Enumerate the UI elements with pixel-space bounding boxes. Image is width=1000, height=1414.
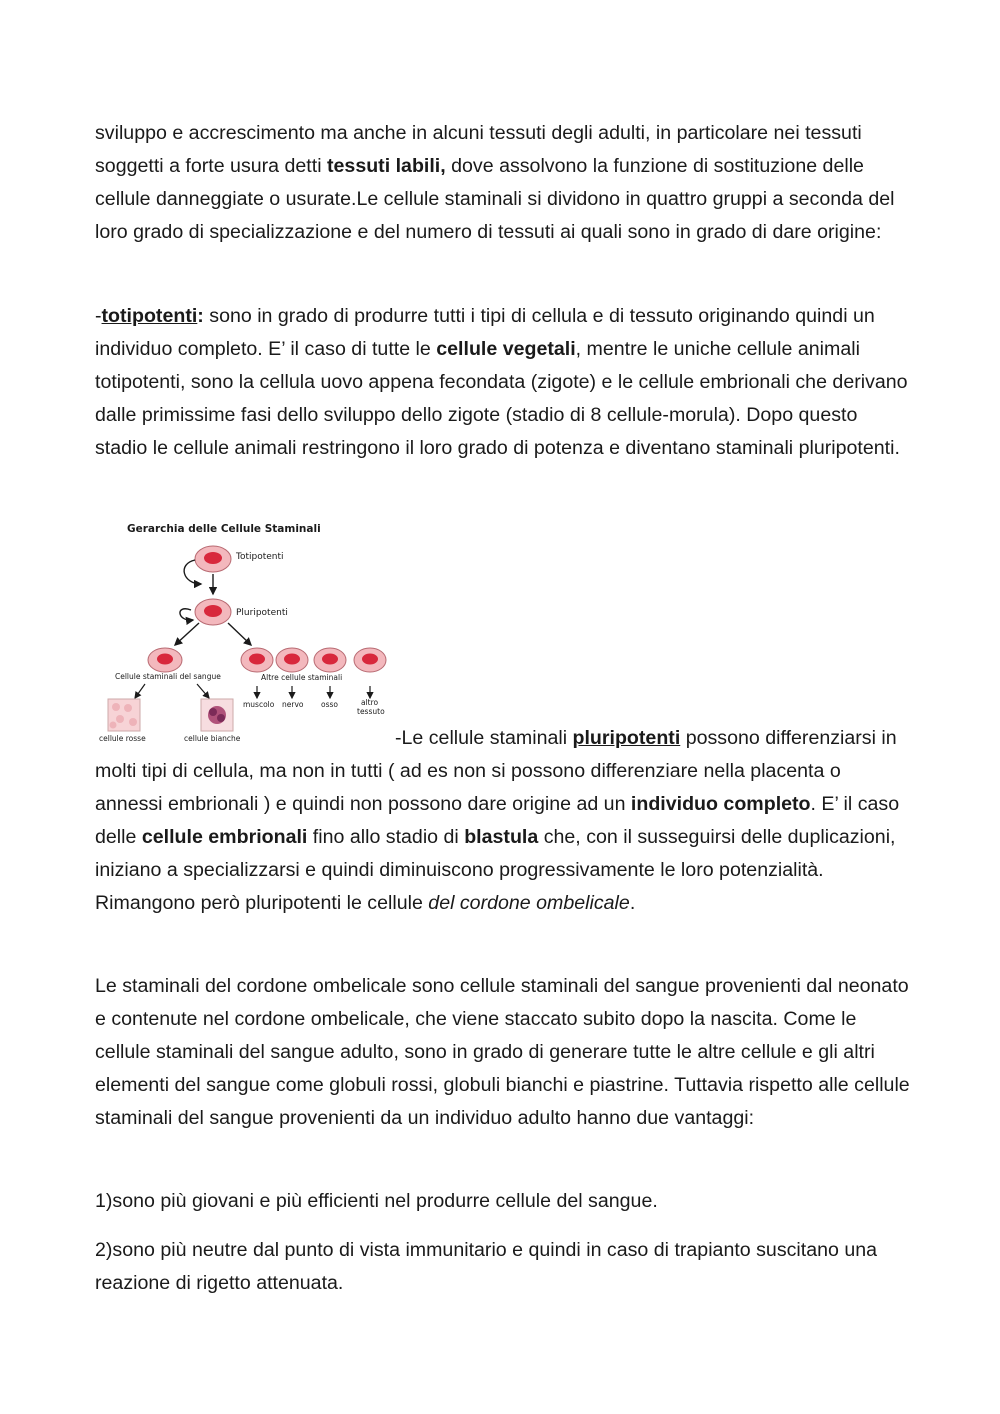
paragraph-intro <box>95 117 910 249</box>
label-nervo: nervo <box>282 700 304 709</box>
arrow-red <box>135 684 145 698</box>
label-red-cells: cellule rosse <box>99 734 146 743</box>
cell-other-stem-3 <box>314 648 346 672</box>
cell-other-stem-4 <box>354 648 386 672</box>
label-totipotenti: Totipotenti <box>236 552 284 562</box>
colon: : <box>197 305 204 327</box>
self-renew-arrow-2 <box>180 609 193 620</box>
list-item-advantage-2: 2)sono più neutre dal punto di vista immunitario e quindi in caso di trapianto suscitano una reazione di rigetto attenuata. <box>95 1239 878 1294</box>
text-span: dove assolvono la funzione di sostituzione delle cellule danneggiate o usurate.Le cellule staminali si dividono in quattro gruppi a seconda del loro grado di specializzazione e del numero di tessuti ai quali sono in grado di dare origine: <box>95 155 895 243</box>
cell-other-stem-2 <box>276 648 308 672</box>
label-other-stem: Altre cellule staminali <box>261 673 343 682</box>
term-pluripotenti: pluripotenti <box>572 727 681 749</box>
paragraph-totipotenti <box>95 300 910 465</box>
text-span: , mentre le uniche cellule animali totipotenti, sono la cellula uovo appena fecondata (zigote) e le cellule embrionali che derivano dalle primissime fasi dello sviluppo dello zigote (stadio di 8 cellule-morula). Dopo questo stadio le cellule animali restringono il loro grado di potenza e diventano staminali pluripotenti. <box>95 338 908 459</box>
paragraph-cordone: Le staminali del cordone ombelicale sono cellule staminali del sangue provenienti dal neonato e contenute nel cordone ombelicale, che viene staccato subito dopo la nascita. Come le cellule staminali del sangue adulto, sono in grado di generare tutte le altre cellule e gli altri elementi del sangue come globuli rossi, globuli bianchi e piastrine. Tuttavia rispetto alle cellule staminali del sangue provenienti da un individuo adulto hanno due vantaggi: <box>95 975 910 1129</box>
text-span: sono in grado di produrre tutti i tipi di cellula e di tessuto originando quindi un individuo completo. E’ il caso di tutte le <box>95 305 875 360</box>
bold-term-tessuti-labili: tessuti labili, <box>327 155 446 177</box>
cell-other-stem-1 <box>241 648 273 672</box>
arrow-white <box>197 684 209 698</box>
cell-totipotent <box>195 546 231 572</box>
label-altro: altro <box>361 698 379 707</box>
arrow-left <box>175 623 199 645</box>
arrow-right <box>228 623 251 645</box>
paragraph-pluripotenti <box>95 722 910 920</box>
label-tessuto: tessuto <box>357 707 385 716</box>
bold-term-blastula: blastula <box>464 826 539 848</box>
dash: - <box>95 305 102 327</box>
label-white-cells: cellule bianche <box>184 734 241 743</box>
label-blood-stem: Cellule staminali del sangue <box>115 672 221 681</box>
bold-term-individuo-completo: individuo completo <box>630 793 811 815</box>
text-span: . E’ il caso delle <box>95 793 900 848</box>
term-totipotenti: totipotenti <box>101 305 198 327</box>
label-osso: osso <box>321 700 338 709</box>
text-span: sviluppo e accrescimento ma anche in alcuni tessuti degli adulti, in particolare nei tessuti soggetti a forte usura detti <box>95 122 862 177</box>
cell-pluripotent <box>195 599 231 625</box>
stem-cell-hierarchy-figure <box>95 512 395 752</box>
italic-term-cordone: del cordone ombelicale <box>428 892 630 914</box>
figure-title: Gerarchia delle Cellule Staminali <box>127 523 321 535</box>
list-item-advantage-1: 1)sono più giovani e più efficienti nel produrre cellule del sangue. <box>95 1190 658 1212</box>
text-span: . <box>629 892 636 914</box>
hierarchy-diagram <box>95 512 395 752</box>
bold-term-cellule-embrionali: cellule embrionali <box>141 826 308 848</box>
label-pluripotenti: Pluripotenti <box>236 608 288 618</box>
bold-term-cellule-vegetali: cellule vegetali <box>436 338 576 360</box>
text-span: fino allo stadio di <box>307 826 465 848</box>
cell-blood-stem <box>148 648 182 672</box>
label-muscolo: muscolo <box>243 700 275 709</box>
text-span: possono differenziarsi in molti tipi di cellula, ma non in tutti ( ad es non si possono differenziare nella placenta o annessi embrionali ) e quindi non possono dare origine ad un <box>95 727 897 815</box>
text-span: che, con il susseguirsi delle duplicazioni, iniziano a specializzarsi e quindi diminuiscono progressivamente le loro potenzialità. Rimangono però pluripotenti le cellule <box>95 826 896 914</box>
text-span: -Le cellule staminali <box>395 727 573 749</box>
